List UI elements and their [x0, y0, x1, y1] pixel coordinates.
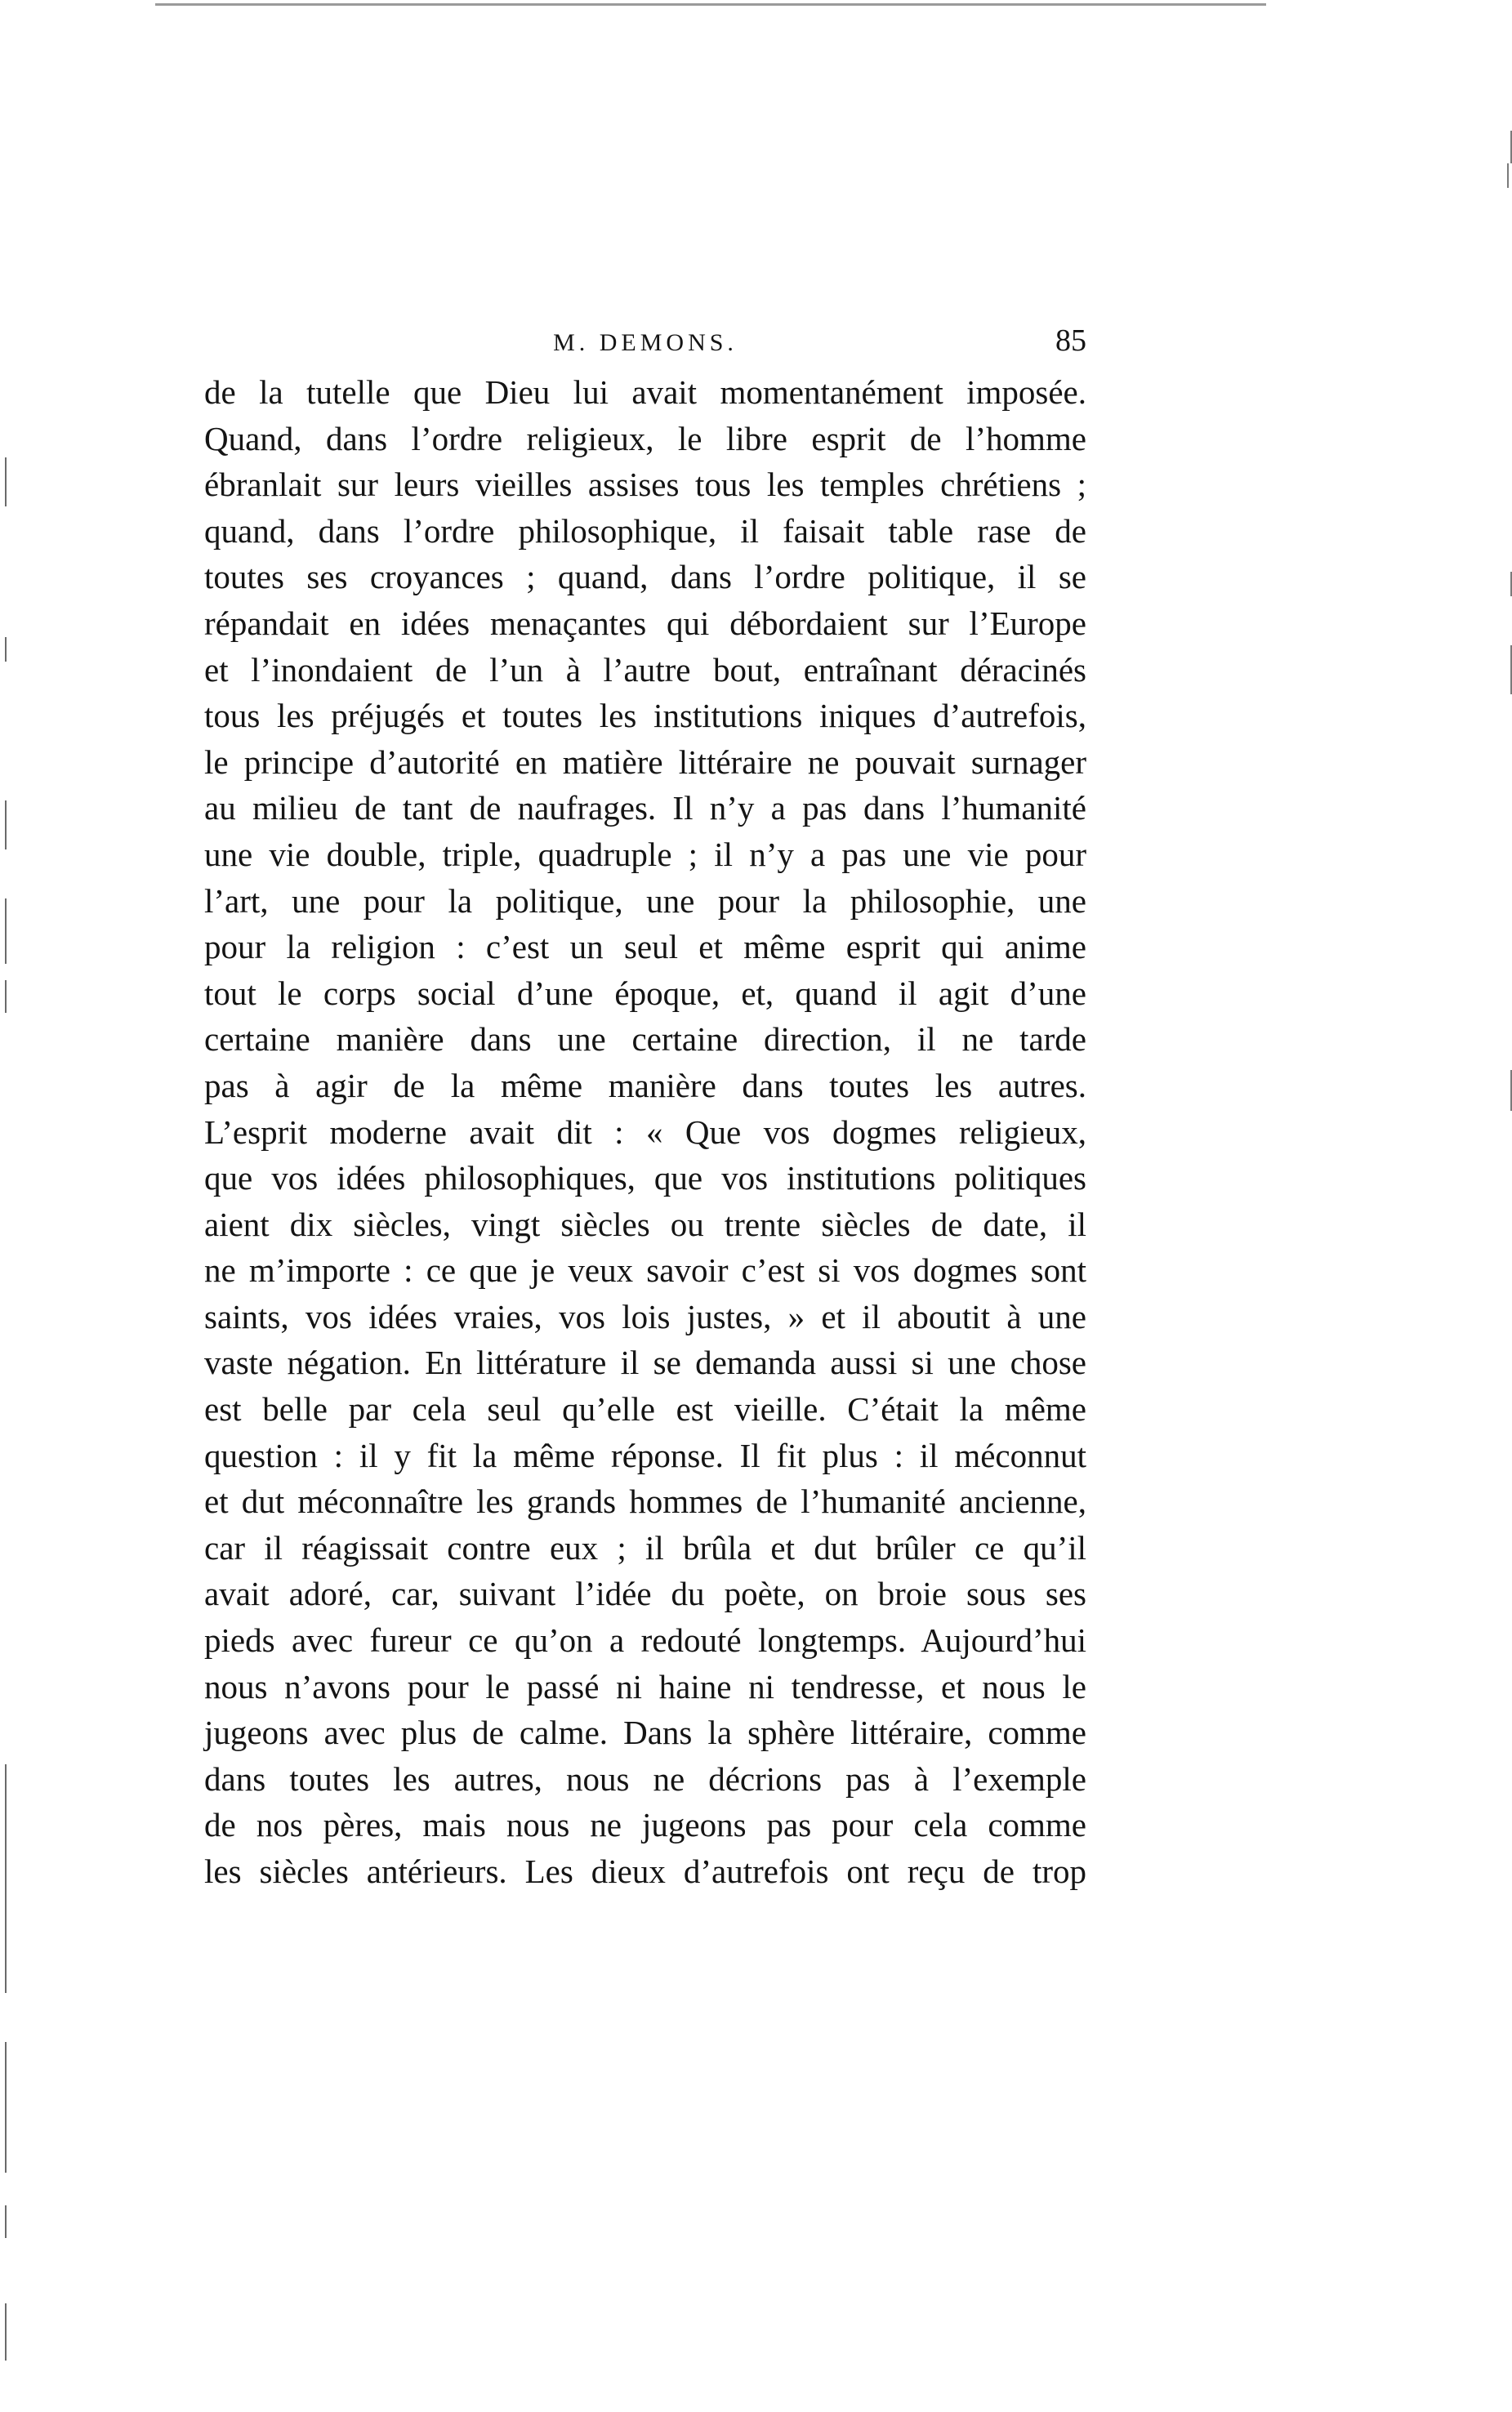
text-line: question : il y fit la même réponse. Il fit plus : il méconnut	[204, 1436, 1086, 1474]
scan-right-edge-marks	[1479, 0, 1512, 2412]
text-line: que vos idées philosophiques, que vos institutions politiques	[204, 1159, 1086, 1197]
running-header	[204, 323, 1086, 363]
text-line: vaste négation. En littérature il se demanda aussi si une chose	[204, 1344, 1086, 1382]
text-line: de la tutelle que Dieu lui avait momentanément imposée.	[204, 373, 1086, 411]
text-line: quand, dans l’ordre philosophique, il faisait table rase de	[204, 511, 1086, 550]
text-line: tous les préjugés et toutes les institutions iniques d’autrefois,	[204, 697, 1086, 735]
text-line: une vie double, triple, quadruple ; il n’y a pas une vie pour	[204, 835, 1086, 873]
text-line: nous n’avons pour le passé ni haine ni tendresse, et nous le	[204, 1667, 1086, 1705]
running-title: M. DEMONS.	[553, 329, 738, 356]
text-line: certaine manière dans une certaine direction, il ne tarde	[204, 1020, 1086, 1059]
text-line: saints, vos idées vraies, vos lois justes, » et il aboutit à une	[204, 1297, 1086, 1335]
text-line: avait adoré, car, suivant l’idée du poète, on broie sous ses	[204, 1575, 1086, 1613]
text-line: est belle par cela seul qu’elle est vieille. C’était la même	[204, 1390, 1086, 1429]
text-line: Quand, dans l’ordre religieux, le libre esprit de l’homme	[204, 419, 1086, 457]
scan-left-edge-marks	[0, 0, 16, 2412]
body-paragraph	[204, 369, 1086, 1895]
text-line: répandait en idées menaçantes qui débordaient sur l’Europe	[204, 604, 1086, 642]
text-line: L’esprit moderne avait dit : « Que vos dogmes religieux,	[204, 1112, 1086, 1151]
scan-top-edge	[155, 3, 1266, 6]
text-line: pas à agir de la même manière dans toutes les autres.	[204, 1066, 1086, 1104]
text-line: de nos pères, mais nous ne jugeons pas pour cela comme	[204, 1806, 1086, 1844]
text-line: et dut méconnaître les grands hommes de l’humanité ancienne,	[204, 1482, 1086, 1521]
text-line: ébranlait sur leurs vieilles assises tous les temples chrétiens ;	[204, 466, 1086, 504]
text-line: dans toutes les autres, nous ne décrions pas à l’exemple	[204, 1759, 1086, 1798]
text-line: ne m’importe : ce que je veux savoir c’est si vos dogmes sont	[204, 1251, 1086, 1290]
text-line: jugeons avec plus de calme. Dans la sphère littéraire, comme	[204, 1714, 1086, 1752]
text-line: le principe d’autorité en matière littéraire ne pouvait surnager	[204, 742, 1086, 781]
text-line: au milieu de tant de naufrages. Il n’y a pas dans l’humanité	[204, 789, 1086, 827]
text-line: pour la religion : c’est un seul et même esprit qui anime	[204, 928, 1086, 966]
text-line: les siècles antérieurs. Les dieux d’autrefois ont reçu de trop	[204, 1852, 1086, 1890]
text-line: l’art, une pour la politique, une pour la philosophie, une	[204, 881, 1086, 920]
text-line: car il réagissait contre eux ; il brûla et dut brûler ce qu’il	[204, 1528, 1086, 1567]
text-line: toutes ses croyances ; quand, dans l’ordre politique, il se	[204, 558, 1086, 596]
text-line: aient dix siècles, vingt siècles ou trente siècles de date, il	[204, 1205, 1086, 1243]
text-line: pieds avec fureur ce qu’on a redouté longtemps. Aujourd’hui	[204, 1621, 1086, 1660]
page-number: 85	[1055, 323, 1086, 358]
text-line: tout le corps social d’une époque, et, quand il agit d’une	[204, 974, 1086, 1012]
text-line: et l’inondaient de l’un à l’autre bout, entraînant déracinés	[204, 650, 1086, 689]
